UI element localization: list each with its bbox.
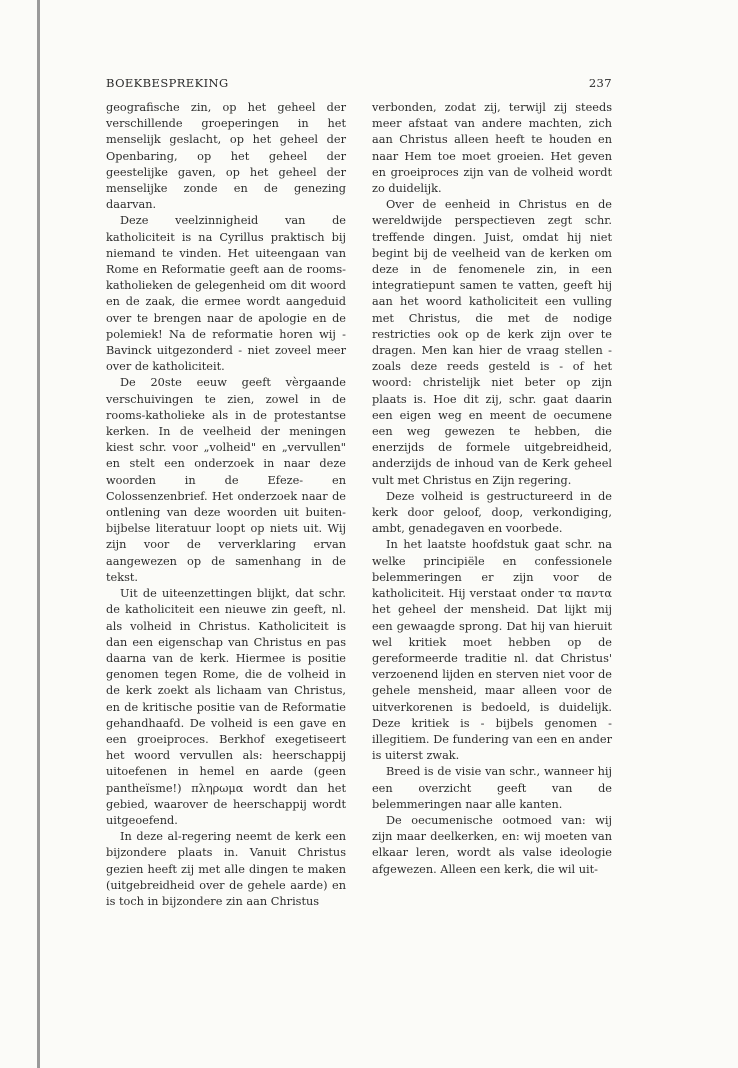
paragraph: Deze veelzinnigheid van de katholiciteit is na Cyrillus praktisch bij niemand te vinden. Het uiteengaan van Rome en Reformatie geeft aan de rooms-katholieken de gelegenheid om dit woord en de zaak, die ermee wordt aangeduid over te brengen naar de apologie en de polemiek! Na de reformatie horen wij - Bavinck uitgezonderd - niet zoveel meer over de katholiciteit. — [106, 214, 346, 374]
paragraph: geografische zin, op het geheel der verschillende groeperingen in het menselijk geslacht, op het geheel der Openbaring, op het geheel der geestelijke gaven, op het geheel der menselijke zonde en de genezing daarvan. — [106, 101, 346, 212]
paragraph: De oecumenische ootmoed van: wij zijn maar deelkerken, en: wij moeten van elkaar leren, wordt als valse ideologie afgewezen. Alleen een kerk, die wil uit- — [372, 813, 612, 876]
right-column — [372, 100, 612, 878]
paragraph: In deze al-regering neemt de kerk een bijzondere plaats in. Vanuit Christus gezien heeft zij met alle dingen te maken (uitgebreidheid over de gehele aarde) en is toch in bijzondere zin aan Christus — [106, 830, 346, 908]
paragraph: In het laatste hoofdstuk gaat schr. na welke principiële en confessionele belemmeringen er zijn voor de katholiciteit. Hij verstaat onder τα παντα het geheel der mensheid. Dat lijkt mij een gewaagde sprong. Dat hij van hieruit wel kritiek moet hebben op de gereformeerde traditie nl. dat Christus' verzoenend lijden en sterven niet voor de gehele mensheid, maar alleen voor de uitverkorenen is bedoeld, is duidelijk. Deze kritiek is - bijbels genomen - illegitiem. De fundering van een en ander is uiterst zwak. — [372, 538, 612, 763]
paragraph: De 20ste eeuw geeft vèrgaande verschuivingen te zien, zowel in de rooms-katholieke als in de protestantse kerken. In de veelheid der meningen kiest schr. voor „volheid" en „vervullen" en stelt een onderzoek in naar deze woorden in de Efeze- en Colossenzenbrief. Het onderzoek naar de ontlening van deze woorden uit buiten-bijbelse literatuur loopt op niets uit. Wij zijn voor de ververklaring ervan aangewezen op de samenhang in de tekst. — [106, 376, 346, 584]
paragraph: Uit de uiteenzettingen blijkt, dat schr. de katholiciteit een nieuwe zin geeft, nl. als volheid in Christus. Katholiciteit is dan een eigenschap van Christus en pas daarna van de kerk. Hiermee is positie genomen tegen Rome, die de volheid in de kerk zoekt als lichaam van Christus, en de kritische positie van de Reformatie gehandhaafd. De volheid is een gave en een groeiproces. Berkhof exegetiseert het woord vervullen als: heerschappij uitoefenen in hemel en aarde (geen pantheïsme!) πληρωμα wordt dan het gebied, waarover de heerschappij wordt uitgeoefend. — [106, 587, 346, 827]
left-column — [106, 100, 346, 910]
page-number: 237 — [588, 76, 612, 90]
paragraph: Over de eenheid in Christus en de wereldwijde perspectieven zegt schr. treffende dingen. Juist, omdat hij niet begint bij de veelheid van de kerken om deze in de fenomenele zin, in een integratiepunt samen te vatten, geeft hij aan het woord katholiciteit een vulling met Christus, die met de nodige restricties ook op de kerk zijn over te dragen. Men kan hier de vraag stellen - zoals deze reeds gesteld is - of het woord: christelijk niet beter op zijn plaats is. Hoe dit zij, schr. gaat daarin een eigen weg en meent de oecumene een weg gewezen te hebben, die enerzijds de formele uitgebreidheid, anderzijds de inhoud van de Kerk geheel vult met Christus en Zijn regering. — [372, 198, 612, 487]
paragraph: verbonden, zodat zij, terwijl zij steeds meer afstaat van andere machten, zich aan Christus alleen heeft te houden en naar Hem toe moet groeien. Het geven en groeiproces zijn van de volheid wordt zo duidelijk. — [372, 101, 612, 196]
scan-edge-line — [37, 0, 40, 1068]
paragraph: Breed is de visie van schr., wanneer hij een overzicht geeft van de belemmeringen naar alle kanten. — [372, 765, 612, 811]
running-head-title: BOEKBESPREKING — [106, 76, 229, 90]
running-head — [106, 76, 612, 90]
paragraph: Deze volheid is gestructureerd in de kerk door geloof, doop, verkondiging, ambt, genadegaven en voorbede. — [372, 489, 612, 536]
